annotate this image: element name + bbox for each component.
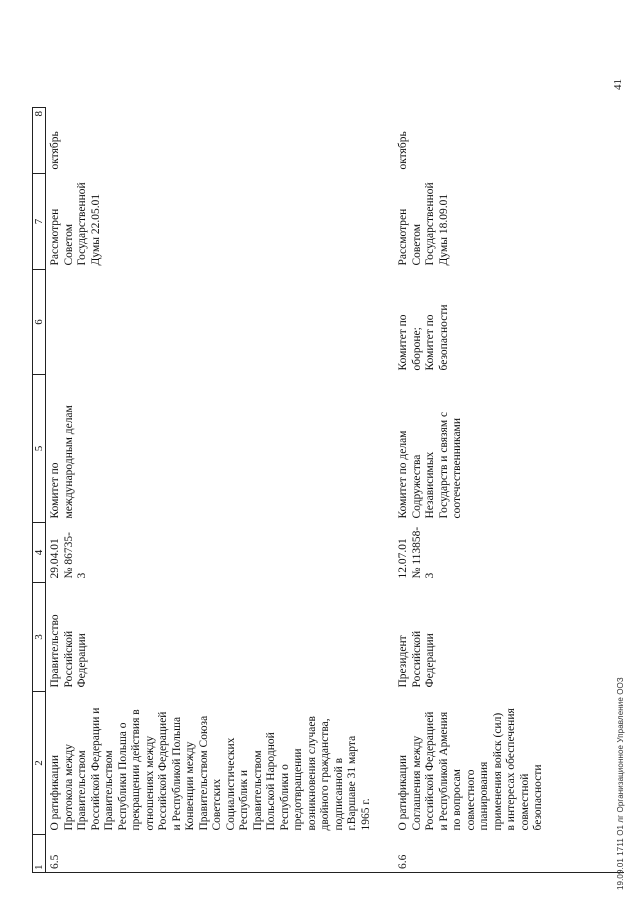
col-number-1: 1 [33, 835, 46, 873]
bill-title: О ратификации Соглашения между Российской Федерацией и Республикой Армения по вопросам совместного планирования применения войск (сил) в интересах обеспечения совместной безопасности [397, 708, 544, 831]
col-number-5: 5 [33, 375, 46, 523]
initiator: Президент Российской Федерации [397, 630, 436, 688]
co-committee: Комитет по обороне; Комитет по безопасности [397, 304, 450, 371]
page-number: 41 [612, 79, 624, 90]
co-committee [46, 270, 395, 375]
col-number-4: 4 [33, 523, 46, 583]
col-number-8: 8 [33, 108, 46, 174]
bill-title: О ратификации Протокола между Правительством Российской Федерации и Правительством Республики Польша о прекращении действия в отношениях между Российской Федерацией и Республикой Польша Конвенции между Правительством Союза Советских Социалистических Республик и Правительством Польской Народной Республики о предотвращении возникновения случаев двойного гражданства, подписанной в г.Варшаве 31 марта 1965 г. [49, 707, 372, 831]
col-number-2: 2 [33, 692, 46, 835]
col-number-3: 3 [33, 583, 46, 692]
status: Рассмотрен Советом Государственной Думы 22.05.01 [49, 182, 102, 266]
table-row [394, 108, 624, 873]
page-footer: 19.09.01 1711 О1 лг Организационное Управление ООЗ [616, 677, 625, 890]
date-and-number: 29.04.01 № 86735-3 [49, 532, 88, 579]
bill-register-table [32, 107, 624, 873]
table-row [46, 108, 395, 873]
responsible-committee: Комитет по делам Содружества Независимых Государств и связям с соотечественниками [397, 411, 463, 519]
item-number: 6.6 [394, 835, 624, 873]
date-and-number: 12.07.01 № 113858-3 [397, 526, 436, 579]
month: октябрь [49, 131, 61, 170]
col-number-7: 7 [33, 174, 46, 270]
item-number: 6.5 [46, 835, 395, 873]
month: октябрь [397, 131, 409, 170]
status: Рассмотрен Советом Государственной Думы 18.09.01 [397, 182, 450, 266]
initiator: Правительство Российской Федерации [49, 614, 88, 688]
responsible-committee: Комитет по международным делам [49, 405, 75, 519]
column-number-header [33, 108, 46, 873]
col-number-6: 6 [33, 270, 46, 375]
